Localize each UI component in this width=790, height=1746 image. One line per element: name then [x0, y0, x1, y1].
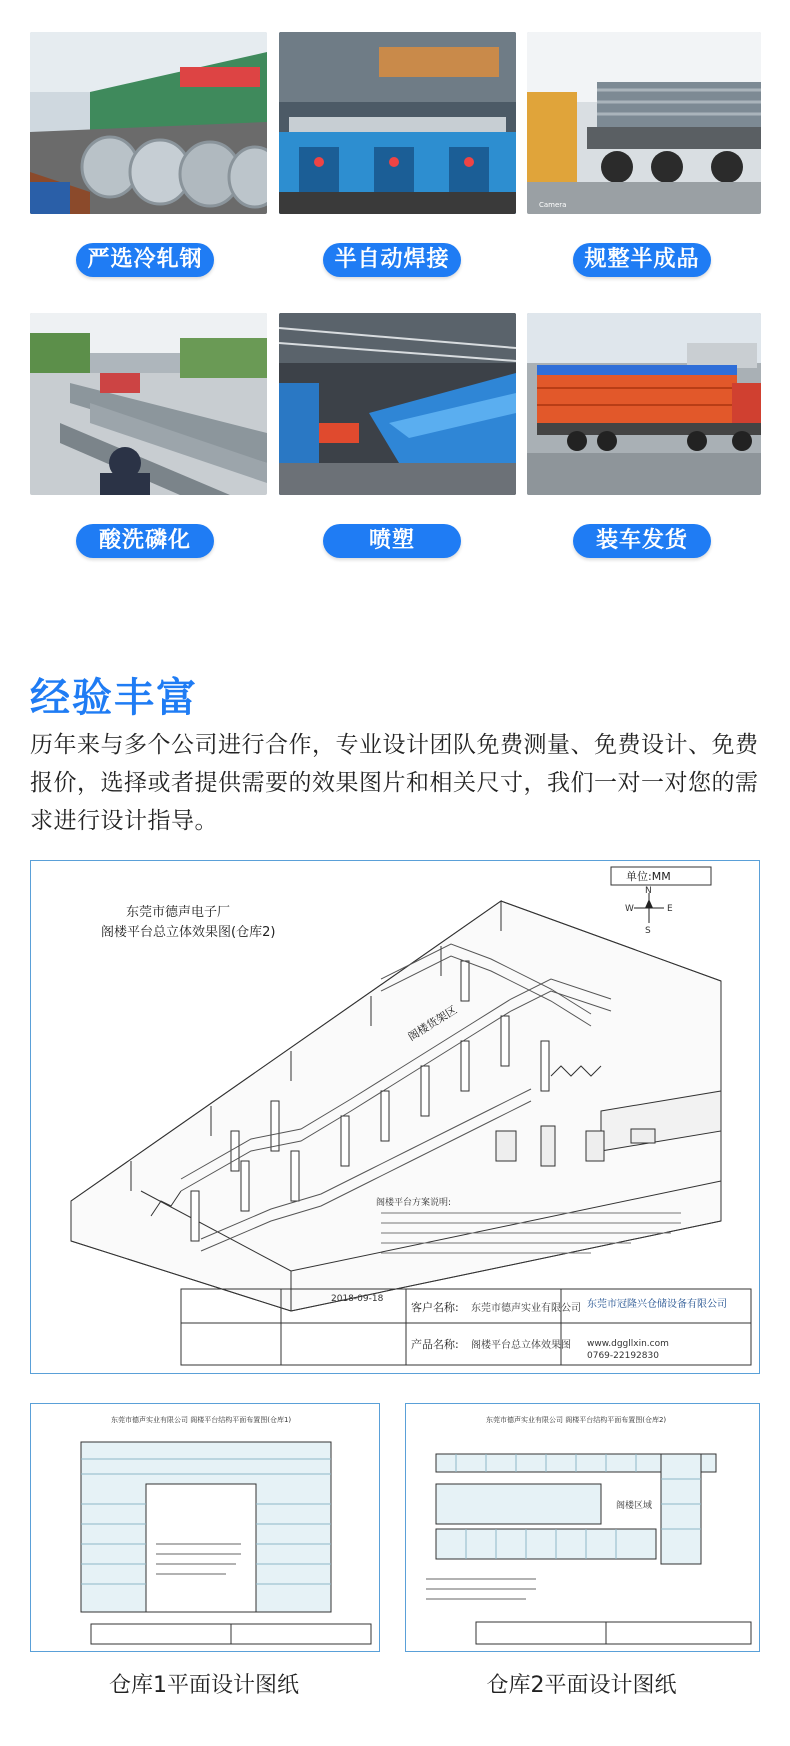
step-pill-2 — [323, 243, 461, 277]
warehouse2-plan-drawing — [405, 1403, 760, 1652]
svg-text:N: N — [645, 886, 652, 896]
step-label: 喷塑 — [368, 528, 415, 553]
compass-icon — [625, 886, 673, 936]
step-label: 半自动焊接 — [334, 247, 450, 272]
svg-text:E: E — [667, 904, 673, 914]
drawing-title-line1: 东莞市德声电子厂 — [126, 905, 231, 920]
center-area-label: 阁楼货架区 — [405, 1003, 460, 1044]
step-label: 装车发货 — [595, 528, 688, 553]
notes-title: 阁楼平台方案说明: — [376, 1198, 452, 1208]
forklift-truck-photo — [527, 32, 761, 214]
step-pill-1 — [76, 243, 214, 277]
step-pill-3 — [573, 243, 711, 277]
drawing-title-line2: 阁楼平台总立体效果图(仓库2) — [101, 925, 276, 940]
plan2-area-label: 阁楼区域 — [616, 1501, 653, 1511]
powder-coated-beams-photo — [279, 313, 516, 495]
step-label: 严选冷轧钢 — [87, 247, 203, 272]
client-label: 客户名称: — [411, 1301, 459, 1314]
steel-coils-photo — [30, 32, 267, 214]
step-label: 规整半成品 — [584, 247, 700, 272]
plan2-header: 东莞市德声实业有限公司 阁楼平台结构平面布置图(仓库2) — [486, 1416, 667, 1424]
company-phone: 0769-22192830 — [587, 1351, 659, 1361]
steel-beams-photo — [30, 313, 267, 495]
product-label: 产品名称: — [411, 1338, 459, 1351]
step-label: 酸洗磷化 — [98, 528, 191, 553]
warehouse1-plan-drawing — [30, 1403, 380, 1652]
client-value: 东莞市德声实业有限公司 — [471, 1303, 581, 1314]
experience-title: 经验丰富 — [30, 675, 198, 721]
product-value: 阁楼平台总立体效果图 — [471, 1340, 571, 1351]
company-name: 东莞市冠隆兴仓储设备有限公司 — [587, 1299, 727, 1310]
step-pill-6 — [573, 524, 711, 558]
plan2-caption: 仓库2平面设计图纸 — [486, 1673, 677, 1698]
unit-label: 单位:MM — [626, 870, 671, 883]
mezzanine-3d-drawing — [30, 860, 760, 1374]
company-website: www.dggllxin.com — [587, 1339, 669, 1349]
welding-machine-photo — [279, 32, 516, 214]
svg-text:Camera: Camera — [539, 201, 567, 209]
plan1-caption: 仓库1平面设计图纸 — [109, 1673, 299, 1698]
loaded-truck-photo — [527, 313, 761, 495]
drawing-date: 2018-09-18 — [331, 1294, 384, 1304]
svg-text:S: S — [645, 926, 651, 936]
svg-text:W: W — [625, 904, 634, 914]
step-pill-5 — [323, 524, 461, 558]
experience-paragraph: 历年来与多个公司进行合作，专业设计团队免费测量、免费设计、免费报价，选择或者提供需要的效果图片和相关尺寸，我们一对一对您的需求进行设计指导。 — [30, 732, 759, 834]
plan1-header: 东莞市德声实业有限公司 阁楼平台结构平面布置图(仓库1) — [111, 1416, 292, 1424]
step-pill-4 — [76, 524, 214, 558]
